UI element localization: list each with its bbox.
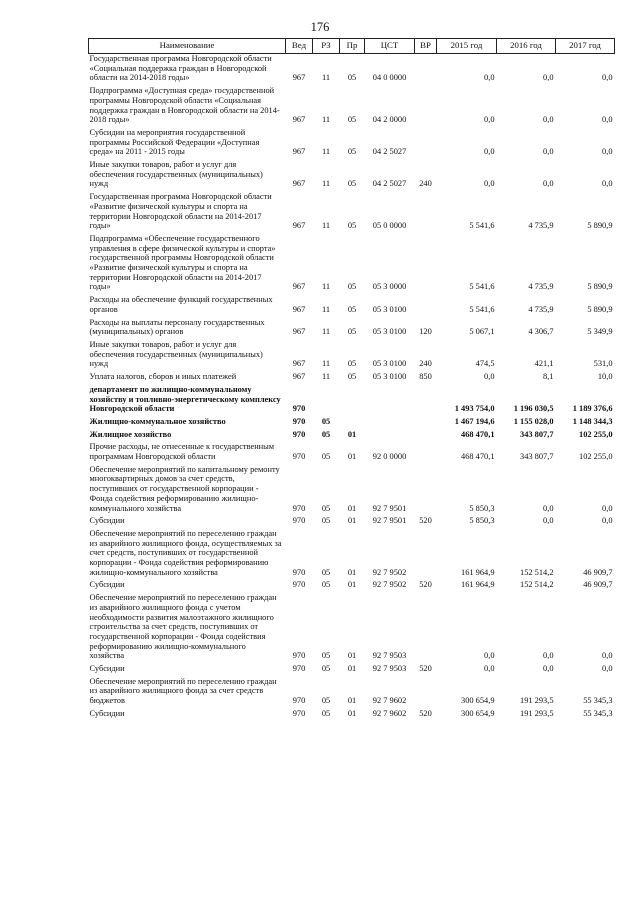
row-vr: 520: [419, 516, 432, 526]
table-row: [89, 577, 615, 590]
row-value-2017: 10,0: [597, 372, 613, 382]
row-value-2017: 0,0: [602, 503, 613, 513]
row-name: Обеспечение мероприятий по переселению граждан из аварийного жилищного фонда за счет средств бюджетов: [89, 676, 277, 706]
row-cst: 92 7 9602: [372, 708, 407, 718]
table-body: [89, 54, 615, 719]
row-rz: 11: [321, 359, 331, 369]
row-vr: [415, 83, 437, 125]
row-pr: 05: [347, 359, 357, 369]
table-row: [89, 661, 615, 674]
row-value-2016: 0,0: [543, 179, 554, 189]
row-name: Подпрограмма «Обеспечение государственного управления в сфере физической культуры и спорта» государственной программы Новгородской области «Развитие физической культуры и спорта на территории Новгородской области на 2014-2017 годы»: [89, 233, 276, 292]
row-value-2017: 531,0: [593, 359, 613, 369]
row-value-2015: 5 541,6: [469, 304, 495, 314]
row-rz: 11: [321, 147, 331, 157]
row-cst: 05 3 0000: [372, 282, 407, 292]
row-name: Жилищно-коммунальное хозяйство: [89, 416, 226, 426]
row-name: Обеспечение мероприятий по переселению граждан из аварийного жилищного фонда с учетом необходимости развития малоэтажного жилищного строительства за счет средств, поступивших от государственной корпорации - Фонда содействия реформированию жилищно-коммунального хозяйства: [89, 593, 277, 661]
row-value-2015: 300 654,9: [461, 708, 495, 718]
row-vr: 520: [419, 580, 432, 590]
row-value-2016: 0,0: [543, 147, 554, 157]
row-vr: 240: [419, 179, 432, 189]
row-ved: 970: [292, 664, 306, 674]
row-value-2015: 0,0: [484, 651, 495, 661]
row-rz: 05: [321, 429, 331, 439]
row-ved: 970: [292, 429, 306, 439]
row-value-2016: 343 807,7: [520, 429, 554, 439]
row-value-2016: 152 514,2: [520, 580, 554, 590]
row-value-2017: 5 890,9: [587, 304, 613, 314]
row-ved: 970: [292, 516, 306, 526]
row-name: Жилищное хозяйство: [89, 429, 172, 439]
row-ved: 970: [292, 452, 306, 462]
row-name: Субсидии на мероприятия государственной программы Российской Федерации «Доступная среда» на 2011 - 2015 годы: [89, 127, 260, 157]
table-row: [89, 292, 615, 314]
row-ved: 970: [292, 416, 306, 426]
row-value-2017: 0,0: [602, 516, 613, 526]
header-ved: Вед: [286, 39, 313, 54]
row-ved: 967: [292, 73, 306, 83]
row-name: Государственная программа Новгородской области «Развитие физической культуры и спорта на территории Новгородской области на 2014-2017 годы»: [89, 192, 272, 231]
row-pr: 01: [347, 429, 357, 439]
row-cst: 92 7 9501: [372, 503, 407, 513]
row-ved: 967: [292, 115, 306, 125]
row-vr: 240: [419, 359, 432, 369]
row-rz: 11: [321, 221, 331, 231]
row-rz: 11: [321, 73, 331, 83]
row-vr: 520: [419, 664, 432, 674]
header-pr: Пр: [340, 39, 365, 54]
row-ved: 970: [292, 503, 306, 513]
row-value-2015: 0,0: [484, 147, 495, 157]
row-value-2015: 0,0: [484, 73, 495, 83]
row-ved: 970: [292, 651, 306, 661]
row-value-2017: 46 909,7: [583, 580, 613, 590]
row-value-2017: 102 255,0: [579, 429, 613, 439]
row-vr: [415, 189, 437, 231]
row-value-2016: 191 293,5: [520, 696, 554, 706]
row-rz: 11: [321, 304, 331, 314]
row-value-2015: 0,0: [484, 115, 495, 125]
row-ved: 967: [292, 147, 306, 157]
row-name: Иные закупки товаров, работ и услуг для обеспечения государственных (муниципальных) нужд: [89, 160, 263, 189]
row-name: Субсидии: [89, 516, 125, 526]
row-name: Субсидии: [89, 708, 125, 718]
table-row: [89, 125, 615, 157]
row-name: Подпрограмма «Доступная среда» государственной программы Новгородской области «Социальная поддержка граждан в Новгородской области на 2014-2018 годы»: [89, 86, 280, 125]
row-cst: 04 2 0000: [372, 115, 407, 125]
row-ved: 967: [292, 327, 306, 337]
row-value-2015: 5 850,3: [469, 516, 495, 526]
table-row: [89, 414, 615, 427]
row-pr: 05: [347, 147, 357, 157]
row-cst: 05 3 0100: [372, 304, 407, 314]
row-value-2016: 4 735,9: [528, 282, 554, 292]
row-value-2016: 0,0: [543, 651, 554, 661]
table-row: [89, 83, 615, 125]
row-value-2016: 0,0: [543, 516, 554, 526]
table-row: [89, 382, 615, 414]
row-vr: [415, 526, 437, 578]
table-row: [89, 590, 615, 661]
row-value-2015: 1 493 754,0: [454, 404, 495, 414]
row-rz: 05: [321, 516, 331, 526]
row-vr: [415, 54, 437, 84]
table-row: [89, 526, 615, 578]
row-value-2017: 0,0: [602, 147, 613, 157]
row-vr: [415, 382, 437, 414]
row-ved: 967: [292, 282, 306, 292]
row-ved: 967: [292, 359, 306, 369]
row-rz: [313, 382, 340, 414]
row-name: Субсидии: [89, 580, 125, 590]
row-pr: 05: [347, 221, 357, 231]
row-vr: [415, 125, 437, 157]
row-value-2015: 161 964,9: [461, 567, 495, 577]
row-value-2016: 4 306,7: [528, 327, 554, 337]
row-value-2016: 4 735,9: [528, 304, 554, 314]
table-header: [89, 39, 615, 54]
row-name: Обеспечение мероприятий по капитальному ремонту многоквартирных домов за счет средств, поступивших от государственной корпорации - Фонда содействия реформированию жилищно-коммунального хозяйства: [89, 464, 280, 513]
row-rz: 05: [321, 664, 331, 674]
row-cst: 04 2 5027: [372, 179, 407, 189]
row-name: Обеспечение мероприятий по переселению граждан из аварийного жилищного фонда, осуществляемых за счет средств, поступивших от государственной корпорации - Фонда содействия реформированию жилищно-коммунального хозяйства: [89, 528, 282, 577]
row-ved: 967: [292, 372, 306, 382]
row-value-2015: 5 541,6: [469, 282, 495, 292]
header-2015: 2015 год: [437, 39, 497, 54]
row-value-2017: 0,0: [602, 179, 613, 189]
row-cst: 05 3 0100: [372, 359, 407, 369]
budget-table: [88, 38, 615, 719]
row-cst: 92 7 9502: [372, 567, 407, 577]
row-pr: 05: [347, 327, 357, 337]
row-rz: 11: [321, 372, 331, 382]
row-vr: [415, 292, 437, 314]
row-value-2015: 5 541,6: [469, 221, 495, 231]
row-ved: 967: [292, 179, 306, 189]
row-cst: 04 2 5027: [372, 147, 407, 157]
header-cst: ЦСТ: [365, 39, 415, 54]
row-rz: 05: [321, 503, 331, 513]
row-cst: 92 7 9501: [372, 516, 407, 526]
row-value-2016: 0,0: [543, 664, 554, 674]
row-value-2015: 0,0: [484, 179, 495, 189]
row-value-2016: 421,1: [534, 359, 554, 369]
table-row: [89, 157, 615, 189]
row-value-2015: 1 467 194,6: [454, 416, 495, 426]
row-value-2017: 1 148 344,3: [572, 416, 613, 426]
row-value-2016: 0,0: [543, 73, 554, 83]
table-row: [89, 315, 615, 337]
row-value-2015: 161 964,9: [461, 580, 495, 590]
row-pr: 05: [347, 73, 357, 83]
row-value-2016: 152 514,2: [520, 567, 554, 577]
row-cst: 92 7 9502: [372, 580, 407, 590]
row-pr: 01: [347, 664, 357, 674]
row-value-2017: 55 345,3: [583, 708, 613, 718]
row-cst: 05 3 0100: [372, 327, 407, 337]
row-ved: 967: [292, 304, 306, 314]
row-cst: 05 3 0100: [372, 372, 407, 382]
row-pr: 01: [347, 452, 357, 462]
row-cst: 04 0 0000: [372, 73, 407, 83]
row-ved: 970: [292, 580, 306, 590]
row-pr: 05: [347, 304, 357, 314]
row-cst: 92 0 0000: [372, 452, 407, 462]
row-ved: 967: [292, 221, 306, 231]
row-value-2017: 0,0: [602, 664, 613, 674]
table-row: [89, 706, 615, 719]
row-name: Государственная программа Новгородской области «Социальная поддержка граждан в Новгородской области на 2014-2018 годы»: [89, 54, 272, 83]
row-pr: 01: [347, 516, 357, 526]
row-cst: [365, 382, 415, 414]
row-name: Субсидии: [89, 664, 125, 674]
row-name: Иные закупки товаров, работ и услуг для обеспечения государственных (муниципальных) нужд: [89, 339, 263, 369]
row-pr: 05: [347, 372, 357, 382]
table-row: [89, 189, 615, 231]
row-ved: 970: [292, 567, 306, 577]
row-value-2015: 468 470,1: [461, 452, 495, 462]
row-value-2017: 5 349,9: [587, 327, 613, 337]
row-rz: 05: [321, 580, 331, 590]
table-row: [89, 462, 615, 514]
table-row: [89, 439, 615, 461]
row-value-2015: 300 654,9: [461, 696, 495, 706]
page-number: 176: [310, 20, 330, 34]
row-rz: 05: [321, 696, 331, 706]
row-cst: 92 7 9602: [372, 696, 407, 706]
row-vr: [415, 590, 437, 661]
row-rz: 05: [321, 708, 331, 718]
row-pr: 05: [347, 179, 357, 189]
row-value-2017: 1 189 376,6: [572, 404, 613, 414]
table-row: [89, 674, 615, 706]
row-rz: 11: [321, 115, 331, 125]
row-pr: [340, 414, 365, 427]
row-pr: 01: [347, 567, 357, 577]
row-value-2017: 5 890,9: [587, 282, 613, 292]
row-rz: 05: [321, 416, 331, 426]
row-vr: [415, 231, 437, 292]
row-vr: [415, 414, 437, 427]
row-ved: 970: [292, 708, 306, 718]
table-row: [89, 54, 615, 84]
row-vr: [415, 439, 437, 461]
row-rz: 11: [321, 327, 331, 337]
header-vr: ВР: [415, 39, 437, 54]
row-name: Уплата налогов, сборов и иных платежей: [89, 372, 237, 382]
row-value-2016: 191 293,5: [520, 708, 554, 718]
row-value-2017: 46 909,7: [583, 567, 613, 577]
row-vr: [415, 427, 437, 440]
row-value-2015: 468 470,1: [461, 429, 495, 439]
row-pr: 01: [347, 651, 357, 661]
table-row: [89, 369, 615, 382]
row-vr: 520: [419, 708, 432, 718]
row-value-2016: 1 196 030,5: [513, 404, 554, 414]
row-value-2016: 0,0: [543, 115, 554, 125]
row-rz: 05: [321, 452, 331, 462]
row-cst: 05 0 0000: [372, 221, 407, 231]
row-value-2017: 0,0: [602, 73, 613, 83]
row-pr: 05: [347, 115, 357, 125]
row-value-2016: 0,0: [543, 503, 554, 513]
row-value-2015: 0,0: [484, 664, 495, 674]
row-cst: 92 7 9503: [372, 664, 407, 674]
row-cst: 92 7 9503: [372, 651, 407, 661]
row-rz: 05: [321, 651, 331, 661]
row-name: Расходы на обеспечение функций государственных органов: [89, 295, 273, 314]
row-vr: 850: [419, 372, 432, 382]
table-row: [89, 231, 615, 292]
row-vr: 120: [419, 327, 432, 337]
row-value-2017: 5 890,9: [587, 221, 613, 231]
row-pr: [340, 382, 365, 414]
row-pr: 05: [347, 282, 357, 292]
row-pr: 01: [347, 580, 357, 590]
header-2017: 2017 год: [556, 39, 615, 54]
row-rz: 05: [321, 567, 331, 577]
row-value-2015: 5 850,3: [469, 503, 495, 513]
row-pr: 01: [347, 696, 357, 706]
row-cst: [365, 414, 415, 427]
table-row: [89, 337, 615, 369]
row-vr: [415, 674, 437, 706]
row-value-2015: 5 067,1: [469, 327, 495, 337]
row-value-2017: 55 345,3: [583, 696, 613, 706]
table-row: [89, 427, 615, 440]
row-rz: 11: [321, 282, 331, 292]
row-value-2015: 0,0: [484, 372, 495, 382]
header-name: Наименование: [89, 39, 286, 54]
row-value-2016: 1 155 028,0: [513, 416, 554, 426]
row-ved: 970: [292, 696, 306, 706]
row-value-2017: 102 255,0: [579, 452, 613, 462]
row-name: Расходы на выплаты персоналу государственных (муниципальных) органов: [89, 317, 265, 337]
row-ved: 970: [292, 404, 306, 414]
row-pr: 01: [347, 708, 357, 718]
row-vr: [415, 462, 437, 514]
row-value-2016: 8,1: [543, 372, 554, 382]
row-value-2015: 474,5: [475, 359, 495, 369]
row-value-2017: 0,0: [602, 115, 613, 125]
row-pr: 01: [347, 503, 357, 513]
row-value-2017: 0,0: [602, 651, 613, 661]
row-cst: [365, 427, 415, 440]
row-value-2016: 4 735,9: [528, 221, 554, 231]
row-value-2016: 343 807,7: [520, 452, 554, 462]
row-rz: 11: [321, 179, 331, 189]
header-rz: РЗ: [313, 39, 340, 54]
header-2016: 2016 год: [497, 39, 556, 54]
table-row: [89, 513, 615, 526]
row-name: Прочие расходы, не отнесенные к государственным программам Новгородской области: [89, 442, 275, 462]
row-name: департамент по жилищно-коммунальному хозяйству и топливно-энергетическому комплексу Новгородской области: [89, 384, 281, 414]
